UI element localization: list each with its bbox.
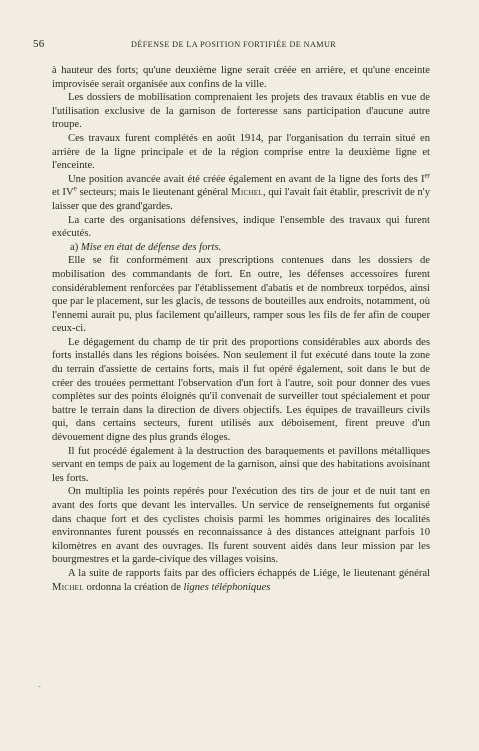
page-header: [33, 38, 438, 52]
paragraph-6: Elle se fit conformément aux prescriptions contenues dans les dossiers de mobilisation des commandants de fort. En outre, les défenses accessoires furent considérablement renforcées par l'établissement d'abatis et de nombreux torpédos, ainsi que par le placement, sur les glacis, de tessons de bouteilles aux endroits, notamment, où l'ennemi aurait pu, plus facilement qu'ailleurs, ramper sous les fils de fer afin de couper ceux-ci.: [52, 255, 430, 335]
body-text: [52, 64, 430, 594]
paragraph-8: Il fut procédé également à la destruction des baraquements et pavillons métalliques servant en temps de paix au logement de la garnison, ainsi que des habitations avoisinant les forts.: [52, 445, 430, 484]
paragraph-4: [52, 173, 430, 214]
p10-text-a: A la suite de rapports faits par des officiers échappés de Liége, le lieutenant général: [68, 567, 430, 579]
paragraph-5: La carte des organisations défensives, indique l'ensemble des travaux qui furent exécutés.: [52, 214, 430, 240]
paragraph-10: [52, 567, 430, 594]
paragraph-3: Ces travaux furent complétés en août 1914, par l'organisation du terrain situé en arrière de la ligne principale et de la région comprise entre la deuxième ligne et l'enceinte.: [52, 132, 430, 172]
p4-sup-2: e: [73, 184, 77, 193]
paragraph-2: Les dossiers de mobilisation comprenaient les projets des travaux établis en vue de l'utilisation exclusive de la garnison de forteresse sans participation d'aucune autre troupe.: [52, 92, 430, 131]
paragraph-1: à hauteur des forts; qu'une deuxième ligne serait créée en arrière, et qu'une enceinte improvisée serait organisée aux confins de la ville.: [52, 65, 430, 90]
p10-text-b: ordonna la création de: [83, 581, 184, 593]
running-title: DÉFENSE DE LA POSITION FORTIFIÉE DE NAMUR: [131, 40, 337, 49]
p4-text-d: , qui l'avait fait établir, prescrivit de n'y laisser que des grand'gardes.: [52, 187, 430, 212]
section-subheading: [52, 241, 430, 255]
p4-text-b: et IV: [52, 187, 74, 199]
subheading-text: Mise en état de défense des forts.: [80, 241, 222, 253]
p4-text-c: secteurs; mais le lieutenant général: [76, 187, 232, 199]
margin-mark: -: [38, 682, 41, 691]
p10-name: Michel: [52, 581, 84, 593]
p4-text-a: Une position avancée avait été créée également en avant de la ligne des forts des I: [68, 173, 425, 185]
p10-italic: lignes téléphoniques: [183, 581, 271, 593]
p4-sup-1: er: [424, 171, 430, 180]
p4-name: Michel: [231, 187, 263, 199]
page-number: 56: [33, 38, 45, 50]
paragraph-9: On multiplia les points repérés pour l'exécution des tirs de jour et de nuit tant en avant des forts que devant les intervalles. Un service de renseignements fut organisé dans chaque fort et des cyclistes choisis parmi les hommes originaires des localités environnantes furent poussés en reconnaissance à des distances atteignant parfois 10 kilomètres en avant des ouvrages. Ils furent souvent aidés dans leur mission par les bourgmestres et la garde-civique des villages voisins.: [52, 486, 430, 566]
subheading-letter: a): [70, 241, 81, 253]
paragraph-7: Le dégagement du champ de tir prit des proportions considérables aux abords des forts installés dans les régions boisées. Non seulement il fut exécuté dans toute la zone du terrain d'assiette de certains forts, mais il fut opéré également, soit dans le but de créer des trouées permettant l'observation d'un fort à l'autre, soit pour donner des vues complètes sur des points éloignés qu'il convenait de surveiller tout spécialement et pour battre le terrain dans la direction de divers objectifs. Les équipes de travailleurs civils qui, dans certains secteurs, furent utilisés aux déboisement, firent preuve d'un dévouement digne des plus grands éloges.: [52, 336, 430, 444]
